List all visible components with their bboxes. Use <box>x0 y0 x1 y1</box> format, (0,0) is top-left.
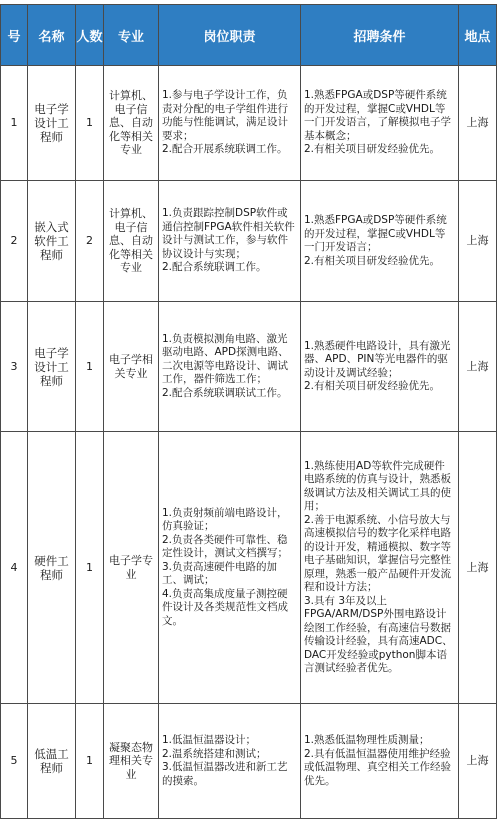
table-row <box>1 66 497 181</box>
table-row <box>1 181 497 302</box>
header-index: 号 <box>1 5 28 66</box>
row-index: 4 <box>1 432 28 704</box>
row-location: 上海 <box>459 66 497 181</box>
row-count: 1 <box>76 66 104 181</box>
duty-line: 1.负责模拟测角电路、激光驱动电路、APD探测电路、二次电源等电路设计、调试工作，器件筛选工作； <box>162 332 289 386</box>
row-requirements <box>301 704 459 819</box>
row-requirements <box>301 432 459 704</box>
row-location: 上海 <box>459 432 497 704</box>
row-requirements <box>301 66 459 181</box>
header-row <box>1 5 497 66</box>
requirement-line: 3.具有 3年及以上FPGA/ARM/DSP外围电路设计绘图工作经验，有高速信号数据传输设计经验，具有高速ADC、DAC开发经验或python脚本语言测试经验者优先。 <box>304 594 453 674</box>
requirement-line: 2.善于电源系统、小信号放大与高速模拟信号的数字化采样电路的设计开发，精通模拟、数字等电子基础知识，掌握信号完整性原理，熟悉一般产品硬件开发流程和设计方法； <box>304 513 451 593</box>
row-name: 电子学设计工程师 <box>28 66 76 181</box>
row-requirements <box>301 181 459 302</box>
row-duties <box>159 704 301 819</box>
row-name: 硬件工程师 <box>28 432 76 704</box>
row-name: 电子学设计工程师 <box>28 302 76 432</box>
requirement-line: 1.熟悉低温物理性质测量； <box>304 734 430 746</box>
header-duties: 岗位职责 <box>159 5 301 66</box>
row-major: 电子学相关专业 <box>104 302 159 432</box>
duty-line: 2.负责各类硬件可靠性、稳定性设计，测试文档撰写； <box>162 533 288 560</box>
duty-line: 2.温系统搭建和测试； <box>162 747 267 760</box>
job-table <box>0 4 497 819</box>
row-requirements <box>301 302 459 432</box>
duty-line: 2.配合系统联调工作。 <box>162 261 267 274</box>
header-name: 名称 <box>28 5 76 66</box>
header-major: 专业 <box>104 5 159 66</box>
row-major: 计算机、电子信息、自动化等相关专业 <box>104 66 159 181</box>
row-count: 1 <box>76 432 104 704</box>
requirement-line: 1.熟练使用AD等软件完成硬件电路系统的仿真与设计，熟悉板级调试方法及相关调试工具的使用； <box>304 459 451 512</box>
row-index: 2 <box>1 181 28 302</box>
duty-line: 1.参与电子学设计工作，负责对分配的电子学组件进行功能与性能调试，满足设计要求； <box>162 89 288 142</box>
row-count: 1 <box>76 704 104 819</box>
row-major: 电子学专业 <box>104 432 159 704</box>
requirement-line: 2.具有低温恒温器使用维护经验或低温物理、真空相关工作经验优先。 <box>304 747 451 787</box>
header-location: 地点 <box>459 5 497 66</box>
requirement-line: 2.有相关项目研发经验优先。 <box>304 143 441 156</box>
duty-line: 2.配合系统联调联试工作。 <box>162 386 288 399</box>
row-index: 5 <box>1 704 28 819</box>
header-requirements: 招聘条件 <box>301 5 459 66</box>
requirement-line: 2.有相关项目研发经验优先。 <box>304 254 441 267</box>
table-row <box>1 704 497 819</box>
duty-line: 1.负责跟踪控制DSP软件或通信控制FPGA软件相关软件设计与测试工作，参与软件协议设计与实现； <box>162 207 295 260</box>
duty-line: 2.配合开展系统联调工作。 <box>162 143 288 156</box>
duty-line: 4.负责高集成度量子测控硬件设计及各类规范性文档成文。 <box>162 587 288 627</box>
duty-line: 3.负责高速硬件电路的加工、调试； <box>162 560 278 587</box>
requirement-line: 2.有相关项目研发经验优先。 <box>304 380 441 392</box>
row-location: 上海 <box>459 302 497 432</box>
table-row <box>1 302 497 432</box>
row-location: 上海 <box>459 181 497 302</box>
duty-line: 1.负责射频前端电路设计，仿真验证； <box>162 506 288 533</box>
row-major: 计算机、电子信息、自动化等相关专业 <box>104 181 159 302</box>
requirement-line: 1.熟悉FPGA或DSP等硬件系统的开发过程，掌握C或VHDL等一门开发语言，了解模拟电子学基本概念； <box>304 89 451 142</box>
row-location: 上海 <box>459 704 497 819</box>
row-duties <box>159 181 301 302</box>
header-count: 人数 <box>76 5 104 66</box>
row-count: 1 <box>76 302 104 432</box>
row-count: 2 <box>76 181 104 302</box>
row-index: 1 <box>1 66 28 181</box>
row-major: 凝聚态物理相关专业 <box>104 704 159 819</box>
row-duties <box>159 432 301 704</box>
row-duties <box>159 302 301 432</box>
row-index: 3 <box>1 302 28 432</box>
table-row <box>1 432 497 704</box>
duty-line: 1.低温恒温器设计； <box>162 734 257 746</box>
row-duties <box>159 66 301 181</box>
row-name: 嵌入式软件工程师 <box>28 181 76 302</box>
requirement-line: 1.熟悉FPGA或DSP等硬件系统的开发过程，掌握C或VHDL等一门开发语言； <box>304 214 447 253</box>
row-name: 低温工程师 <box>28 704 76 819</box>
requirement-line: 1.熟悉硬件电路设计，具有激光器、APD、PIN等光电器件的驱动设计及调试经验； <box>304 339 451 379</box>
duty-line: 3.低温恒温器改进和新工艺的摸索。 <box>162 761 288 787</box>
